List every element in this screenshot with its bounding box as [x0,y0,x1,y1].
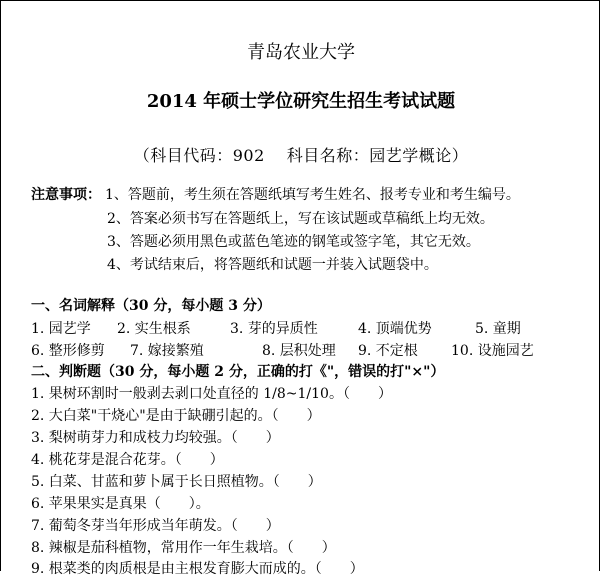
section2-title: 二、判断题（30 分，每小题 2 分，正确的打《"，错误的打"×"） [31,364,445,380]
judgment-item: 8. 辣椒是茄科植物，常用作一年生栽培。（ ） [31,540,336,556]
term-item: 8. 层积处理 [262,343,336,359]
term-item: 3. 芽的异质性 [230,321,318,337]
judgment-item: 1. 果树环割时一般剥去剥口处直径的 1/8~1/10。（ ） [31,386,392,402]
notice-item: 4、考试结束后，将答题纸和试题一并装入试题袋中。 [107,257,438,273]
judgment-item: 5. 白菜、甘蓝和萝卜属于长日照植物。（ ） [31,474,322,490]
judgment-item: 6. 苹果果实是真果（ ）。 [31,496,210,512]
term-item: 9. 不定根 [358,343,418,359]
term-item: 4. 顶端优势 [358,321,432,337]
judgment-item: 9. 根菜类的肉质根是由主根发育膨大而成的。（ ） [31,561,364,577]
subject-code-label: （科目代码： [133,146,233,165]
term-item: 2. 实生根系 [117,321,191,337]
term-item: 1. 园艺学 [31,321,91,337]
section1-title: 一、名词解释（30 分，每小题 3 分） [31,298,271,314]
subject-line [1,143,600,166]
term-item: 5. 童期 [475,321,521,337]
subject-code: 902 [232,146,265,165]
university-name: 青岛农业大学 [247,42,355,63]
subject-name-label: 科目名称： [286,146,370,165]
term-item: 7. 嫁接繁殖 [130,343,204,359]
notice-item: 3、答题必须用黑色或蓝色笔迹的钢笔或签字笔，其它无效。 [107,234,480,250]
judgment-item: 7. 葡萄冬芽当年形成当年萌发。（ ） [31,518,280,534]
judgment-item: 4. 桃花芽是混合花芽。（ ） [31,452,224,468]
term-item: 10. 设施园艺 [451,343,534,359]
notice-title: 注意事项： [31,187,101,203]
term-item: 6. 整形修剪 [31,343,105,359]
judgment-item: 3. 梨树萌芽力和成枝力均较强。（ ） [31,430,280,446]
exam-title: 2014 年硕士学位研究生招生考试试题 [146,91,456,112]
subject-name: 园艺学概论） [369,146,469,165]
notice-item: 1、答题前，考生须在答题纸填写考生姓名、报考专业和考生编号。 [105,187,520,203]
judgment-item: 2. 大白菜"干烧心"是由于缺硼引起的。（ ） [31,408,321,424]
notice-item: 2、答案必须书写在答题纸上，写在该试题或草稿纸上均无效。 [107,211,494,227]
